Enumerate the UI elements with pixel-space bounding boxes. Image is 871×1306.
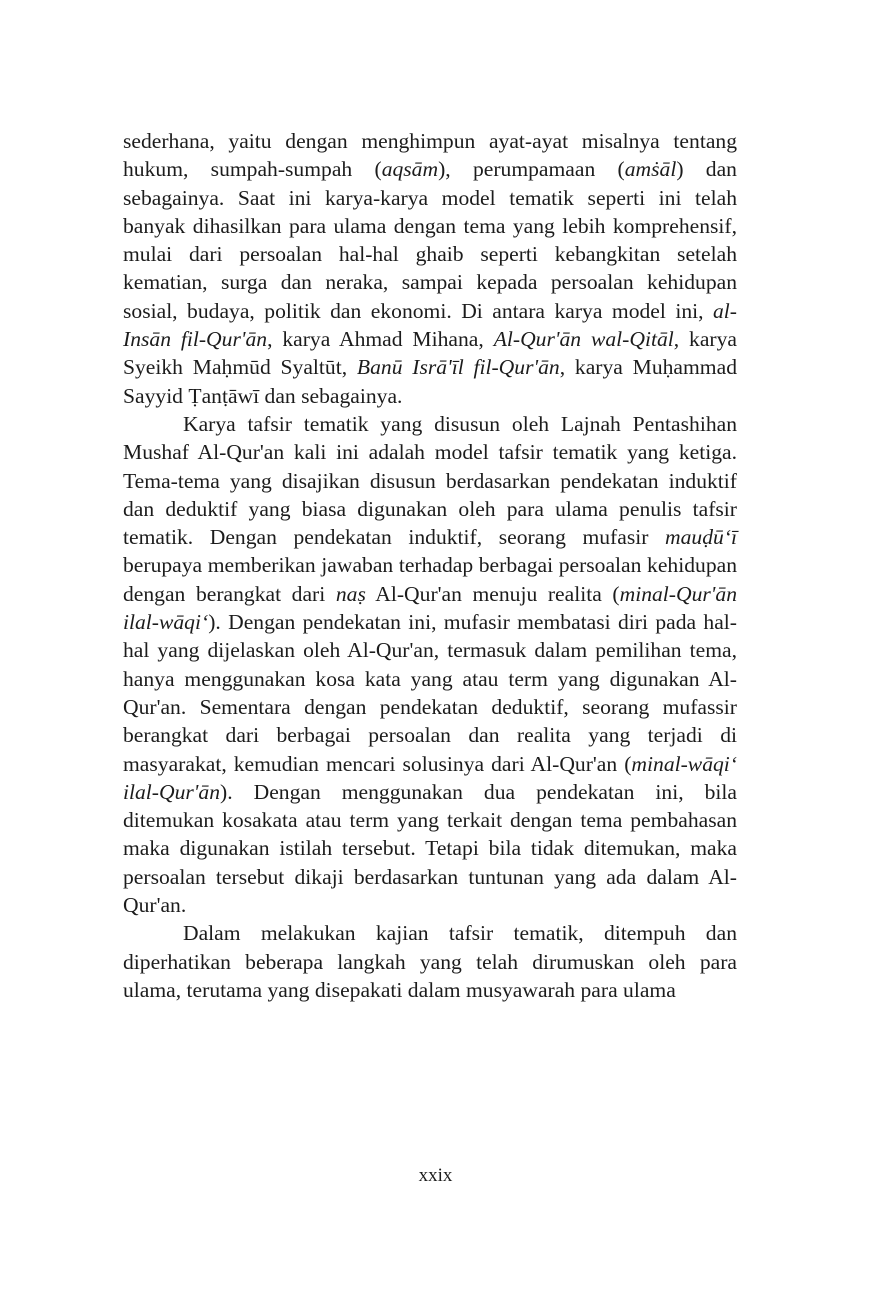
text-run: ), perumpamaan ( bbox=[438, 157, 625, 182]
italic-term: Al-Qur'ān wal-Qitāl bbox=[493, 327, 674, 352]
text-run: Al-Qur'an menuju realita ( bbox=[365, 581, 620, 606]
body-text bbox=[123, 127, 737, 1004]
text-run: Dalam melakukan kajian tafsir tematik, ditempuh dan diperhatikan beberapa langkah yang telah dirumuskan oleh para ulama, terutama yang disepakati dalam musyawarah para ulama bbox=[123, 921, 737, 1002]
text-run: ). Dengan menggunakan dua pendekatan ini, bila ditemukan kosakata atau term yang terkait dengan tema pembahasan maka digunakan istilah tersebut. Tetapi bila tidak ditemukan, maka persoalan tersebut dikaji berdasarkan tuntunan yang ada dalam Al-Qur'an. bbox=[123, 779, 737, 918]
text-run: sederhana, yaitu dengan menghimpun ayat-ayat misalnya tentang hukum, sumpah-sumpah ( bbox=[123, 129, 737, 182]
text-run: berupaya memberikan jawaban terhadap berbagai persoalan kehidupan dengan berangkat dari bbox=[123, 553, 737, 606]
text-run: , karya Ahmad Mihana, bbox=[267, 327, 494, 352]
paragraph bbox=[123, 919, 737, 1004]
text-run: , karya Syeikh Maḥmūd Syaltūt, bbox=[123, 327, 737, 380]
text-run: Karya tafsir tematik yang disusun oleh Lajnah Pentashihan Mushaf Al-Qur'an kali ini adalah model tafsir tematik yang ketiga. Tema-tema yang disajikan disusun berdasarkan pendekatan induktif dan deduktif yang biasa digunakan oleh para ulama penulis tafsir tematik. Dengan pendekatan induktif, seorang mufasir bbox=[123, 411, 737, 550]
text-run: , karya Muḥammad Sayyid Ṭanṭāwī dan sebagainya. bbox=[123, 355, 737, 408]
italic-term: naṣ bbox=[335, 581, 366, 606]
text-run: ). Dengan pendekatan ini, mufasir membatasi diri pada hal-hal yang dijelaskan oleh Al-Qur'an, termasuk dalam pemilihan tema, hanya menggunakan kosa kata yang atau term yang digunakan Al-Qur'an. Sementara dengan pendekatan deduktif, seorang mufassir berangkat dari berbagai persoalan dan realita yang terjadi di masyarakat, kemudian mencari solusinya dari Al-Qur'an ( bbox=[123, 610, 737, 776]
italic-term: mauḍū‘ī bbox=[665, 525, 737, 550]
text-run: ) dan sebagainya. Saat ini karya-karya model tematik seperti ini telah banyak dihasilkan para ulama dengan tema yang lebih komprehensif, mulai dari persoalan hal-hal ghaib seperti kebangkitan setelah kematian, surga dan neraka, sampai kepada persoalan kehidupan sosial, budaya, politik dan ekonomi. Di antara karya model ini, bbox=[123, 157, 737, 323]
italic-term: minal-Qur'ān ilal-wāqi‘ bbox=[123, 581, 737, 635]
italic-term: al-Insān fil-Qur'ān bbox=[123, 298, 737, 352]
paragraph bbox=[123, 410, 737, 919]
italic-term: Banū Isrā'īl fil-Qur'ān bbox=[356, 355, 560, 380]
italic-term: minal-wāqi‘ ilal-Qur'ān bbox=[123, 751, 737, 804]
paragraph bbox=[123, 127, 737, 410]
italic-term: amṡāl bbox=[624, 157, 677, 182]
page-number: xxix bbox=[418, 1165, 453, 1186]
italic-term: aqsām bbox=[381, 157, 439, 182]
